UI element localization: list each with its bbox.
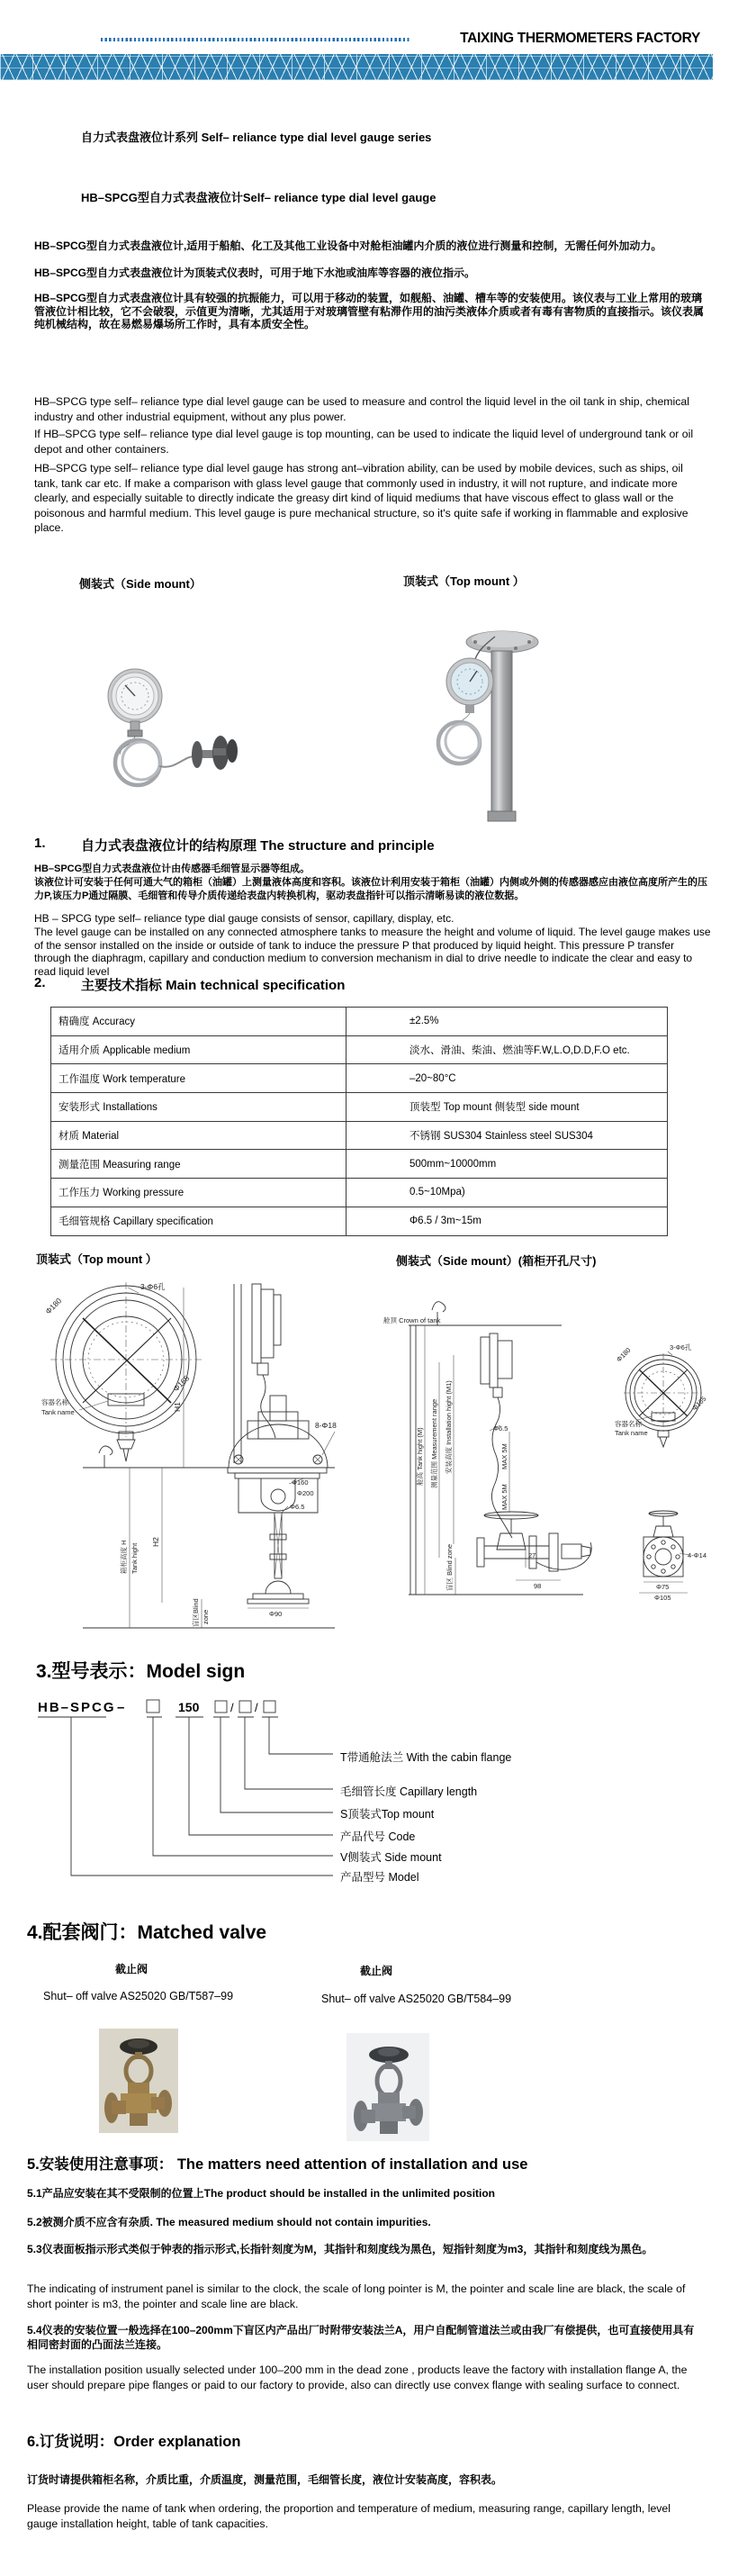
tank-name-label-cn: 容器名称 (41, 1398, 68, 1406)
valve2-photo (346, 2033, 429, 2141)
intro-cn-paragraph: HB–SPCG型自力式表盘液位计具有较强的抗振能力，可以用于移动的装置，如舰船、油罐、槽车等的安装使用。该仪表与工业上常用的玻璃管液位计相比较，它不会破裂，示值更为清晰，尤其适用于对玻璃管壁有粘滞作用的油污类液体介质或者有毒有害物质的直接指示。该仪表属纯机械结构，故在易燃易爆场所工作时，具有本质安全性。 (34, 292, 705, 330)
dim-label: 3-Φ6孔 (140, 1282, 166, 1291)
table-row (51, 1207, 668, 1235)
decorative-band (0, 54, 713, 80)
model-sign-label: S顶装式Top mount (340, 1808, 435, 1821)
valve1-cn-label: 截止阀 (115, 1963, 148, 1975)
valve2-cn-label: 截止阀 (360, 1965, 393, 1977)
dimension-lines (119, 1288, 210, 1628)
section4-heading: 4.配套阀门：Matched valve (27, 1922, 267, 1943)
top-mount-drawing (25, 1277, 387, 1637)
dim-27: 27 (528, 1551, 536, 1559)
intro-en-paragraph: HB–SPCG type self– reliance type dial level gauge can be used to measure and control the liquid level in the oil tank in ship, chemical industry and other industrial equipment, without any plus power. (34, 395, 689, 423)
dim-label: 8-Φ18 (315, 1421, 337, 1430)
tank-name-label-en: Tank name (41, 1408, 75, 1416)
model-sign-label: 毛细管长度 Capillary length (340, 1785, 478, 1798)
product-title: HB–SPCG型自力式表盘液位计Self– reliance type dial level gauge (81, 191, 436, 204)
table-row (51, 1093, 668, 1122)
dim-tank-height: 舱高 Tank hight (M) (416, 1427, 424, 1486)
note-5-3-en: The indicating of instrument panel is similar to the clock, the scale of long pointer is M, the pointer and scale line are black, the scale of short pointer is m3, the pointer and scale line are black. (27, 2282, 686, 2310)
header-dotted-rule (101, 38, 410, 41)
section5-heading: 5.安装使用注意事项： The matters need attention of installation and use (27, 2156, 528, 2173)
dim-h1: H1 (173, 1402, 182, 1412)
dial-front-view (41, 1282, 202, 1461)
intro-en-paragraph: HB–SPCG type self– reliance type dial level gauge has strong ant–vibration ability, can be used by mobile devices, such as ships, oil tank, tank car etc. If make a comparison with glass level gauge that commonly used in industry, it will not rupture, and indicate more clearly, and especially suitable to directly indicate the greasy dirt kind of liquid mediums that have viscous effect to glass wall or the poisonous and harmful medium. This level gauge is pure mechanical structure, so it's quite safe if working in flammable and explosive place. (34, 462, 688, 534)
spec-value: 顶装型 Top mount 侧装型 side mount (346, 1093, 668, 1122)
dim-98: 98 (534, 1582, 542, 1590)
table-row (51, 1121, 668, 1150)
dim-label: Φ90 (269, 1610, 283, 1618)
section6-heading: 6.订货说明：Order explanation (27, 2434, 241, 2450)
side-mount-label: 侧装式（Side mount） (79, 577, 202, 591)
crown-of-tank-label: 舱顶 Crown of tank (383, 1316, 441, 1324)
model-sign-label: 产品代号 Code (340, 1830, 416, 1843)
spec-label: 毛细管规格 Capillary specification (51, 1207, 346, 1235)
table-row (51, 1179, 668, 1207)
section1-heading: 自力式表盘液位计的结构原理 The structure and principle (81, 838, 435, 854)
dim-measurement-range: 测量范围 Measurement range (430, 1398, 438, 1488)
model-code: 150 (178, 1700, 200, 1714)
spec-label: 测量范围 Measuring range (51, 1150, 346, 1179)
spec-label: 材质 Material (51, 1121, 346, 1150)
section1-en-line: HB – SPCG type self– reliance type dial gauge consists of sensor, capillary, display, etc. (34, 912, 454, 925)
note-5-2: 5.2被测介质不应含有杂质. The measured medium should not contain impurities. (27, 2216, 431, 2228)
section3-heading: 3.型号表示：Model sign (36, 1661, 246, 1682)
series-title: 自力式表盘液位计系列 Self– reliance type dial level gauge series (81, 131, 432, 144)
section1-en-paragraph: The level gauge can be installed on any connected atmosphere tanks to measure the height and volume of liquid. The level gauge makes use of the sensor installed on the inside or outside of tank to induce the pressure P that produced by liquid height. This pressure P transfer through the diaphragm, capillary and conduction medium to conversion mechanism in dial to drive needle to indicate the clear and easy to read liquid level (34, 926, 711, 978)
spec-label: 精确度 Accuracy (51, 1008, 346, 1036)
model-slash: / (255, 1701, 258, 1714)
top-mount-photo (423, 626, 580, 828)
table-row (51, 1150, 668, 1179)
order-en: Please provide the name of tank when ordering, the proportion and temperature of medium, measuring range, capillary length, level gauge installation height, table of tank capacities. (27, 2502, 670, 2530)
dim-blind-en: zone (202, 1609, 210, 1624)
dim-max5m: MAX 5M (500, 1484, 508, 1510)
note-5-4-en: The installation position usually selected under 100–200 mm in the dead zone , products leave the factory with installation flange A, the user should prepare pipe flanges or paid to our factory to provide, also can directly use convex flange with sealing surface to connect. (27, 2364, 688, 2391)
dial-front-view-small (615, 1342, 707, 1447)
dim-blind-zone: 盲区 Blind zone (446, 1543, 454, 1591)
dim-label: Φ6.5 (290, 1503, 305, 1511)
spec-label: 工作温度 Work temperature (51, 1064, 346, 1093)
intro-cn-paragraph: HB–SPCG型自力式表盘液位计为顶装式仪表时，可用于地下水池或油库等容器的液位指示。 (34, 267, 476, 279)
dim-label: 4-Φ14 (688, 1551, 706, 1559)
table-row (51, 1035, 668, 1064)
intro-cn-paragraph: HB–SPCG型自力式表盘液位计,适用于船舶、化工及其他工业设备中对舱柜油罐内介质的液位进行测量和控制，无需任何外加动力。 (34, 240, 662, 252)
note-5-3: 5.3仪表面板指示形式类似于钟表的指示形式,长指针刻度为M，其指针和刻度线为黑色，短指针刻度为m3，其指针和刻度线为黑色。 (27, 2243, 653, 2255)
side-mount-drawing (358, 1283, 729, 1616)
dim-blind-cn: 盲区Blind (192, 1598, 200, 1627)
dim-max5m: MAX 5M (500, 1443, 508, 1469)
pipe-gauge-illustration (438, 631, 538, 821)
dim-label: Φ180 (615, 1345, 633, 1364)
model-sign-diagram (27, 1693, 711, 1889)
section1-number: 1. (34, 836, 46, 851)
spec-value: 0.5~10Mpa) (346, 1179, 668, 1207)
spec-label: 安装形式 Installations (51, 1093, 346, 1122)
table-row (51, 1064, 668, 1093)
dim-label: Φ180 (43, 1296, 64, 1316)
tank-side-section (383, 1302, 591, 1595)
dim-label: Φ165 (171, 1373, 192, 1394)
order-cn: 订货时请提供箱柜名称，介质比重，介质温度，测量范围，毛细管长度，液位计安装高度，容积表。 (27, 2473, 503, 2486)
spec-value: Φ6.5 / 3m~15m (346, 1207, 668, 1235)
spec-label: 适用介质 Applicable medium (51, 1035, 346, 1064)
table-row (51, 1008, 668, 1036)
side-mount-photo (86, 662, 238, 797)
dim-label: Φ75 (656, 1583, 670, 1591)
dim-tank-height-cn: 箱柜高度 H (120, 1540, 128, 1574)
spec-table (50, 1007, 668, 1236)
note-5-4: 5.4仪表的安装位置一般选择在100–200mm下盲区内产品出厂时附带安装法兰A，用户自配制管道法兰或由我厂有偿提供，也可直接使用具有相同密封面的凸面法兰连接。 (27, 2324, 695, 2351)
tank-name-label-en: Tank name (615, 1429, 648, 1437)
note-5-1: 5.1产品应安装在其不受限制的位置上The product should be installed in the unlimited position (27, 2187, 496, 2200)
model-slash: / (230, 1701, 234, 1714)
section1-cn-line: HB–SPCG型自力式表盘液位计由传感器毛细管显示器等组成。 (34, 863, 310, 874)
valve2-en-label: Shut– off valve AS25020 GB/T584–99 (321, 1993, 512, 2005)
section2-number: 2. (34, 975, 46, 990)
dim-label: Φ105 (654, 1594, 671, 1602)
dim-label: Φ165 (690, 1394, 708, 1413)
dim-tank-height-en: Tank hight (130, 1542, 139, 1574)
section2-heading: 主要技术指标 Main technical specification (81, 978, 346, 993)
dim-h2: H2 (151, 1537, 160, 1547)
sensor-flange-view (639, 1511, 706, 1602)
tank-section-view (83, 1284, 337, 1628)
model-sign-label: 产品型号 Model (340, 1871, 419, 1884)
dim-d65: Φ6.5 (493, 1424, 508, 1433)
dim-label: Φ160 (292, 1478, 309, 1487)
model-sign-label: T带通舱法兰 With the cabin flange (340, 1751, 512, 1764)
dim-installation-height: 安装高度 Installation hight (M1) (445, 1380, 453, 1474)
spec-value: ±2.5% (346, 1008, 668, 1036)
intro-en-paragraph: If HB–SPCG type self– reliance type dial level gauge is top mounting, can be used to indicate the liquid level of underground tank or oil depot and other containers. (34, 428, 694, 456)
model-sign-label: V侧装式 Side mount (340, 1851, 442, 1864)
model-prefix: HB–SPCG (38, 1700, 116, 1715)
spec-value: 不锈钢 SUS304 Stainless steel SUS304 (346, 1121, 668, 1150)
spec-value: 淡水、滑油、柴油、燃油等F.W,L.O,D.D,F.O etc. (346, 1035, 668, 1064)
drawing-top-mount-label: 顶装式（Top mount ） (36, 1252, 158, 1266)
spec-value: 500mm~10000mm (346, 1150, 668, 1179)
valve1-photo (99, 2029, 178, 2133)
tank-name-label-cn: 容器名称 (615, 1420, 642, 1428)
gauge-with-capillary-illustration (108, 669, 238, 785)
section1-cn-paragraph: 该液位计可安装于任何可通大气的箱柜（油罐）上测量液体高度和容积。该液位计利用安装于箱柜（油罐）内侧或外侧的传感器感应由液位高度所产生的压力P,该压力P通过隔膜、毛细管和传导介质传递给表盘内转换机构，驱动表盘指针可以指示清晰易读的液位数据。 (34, 877, 707, 901)
drawing-side-mount-label: 侧装式（Side mount）(箱柜开孔尺寸) (396, 1254, 597, 1268)
dim-label: Φ200 (297, 1489, 314, 1497)
dim-label: 3-Φ6孔 (670, 1343, 692, 1351)
factory-name: TAIXING THERMOMETERS FACTORY (460, 31, 700, 46)
spec-value: –20~80°C (346, 1064, 668, 1093)
spec-label: 工作压力 Working pressure (51, 1179, 346, 1207)
model-dash: – (117, 1700, 125, 1715)
top-mount-label: 顶装式（Top mount ） (403, 574, 525, 588)
valve1-en-label: Shut– off valve AS25020 GB/T587–99 (43, 1990, 234, 2002)
